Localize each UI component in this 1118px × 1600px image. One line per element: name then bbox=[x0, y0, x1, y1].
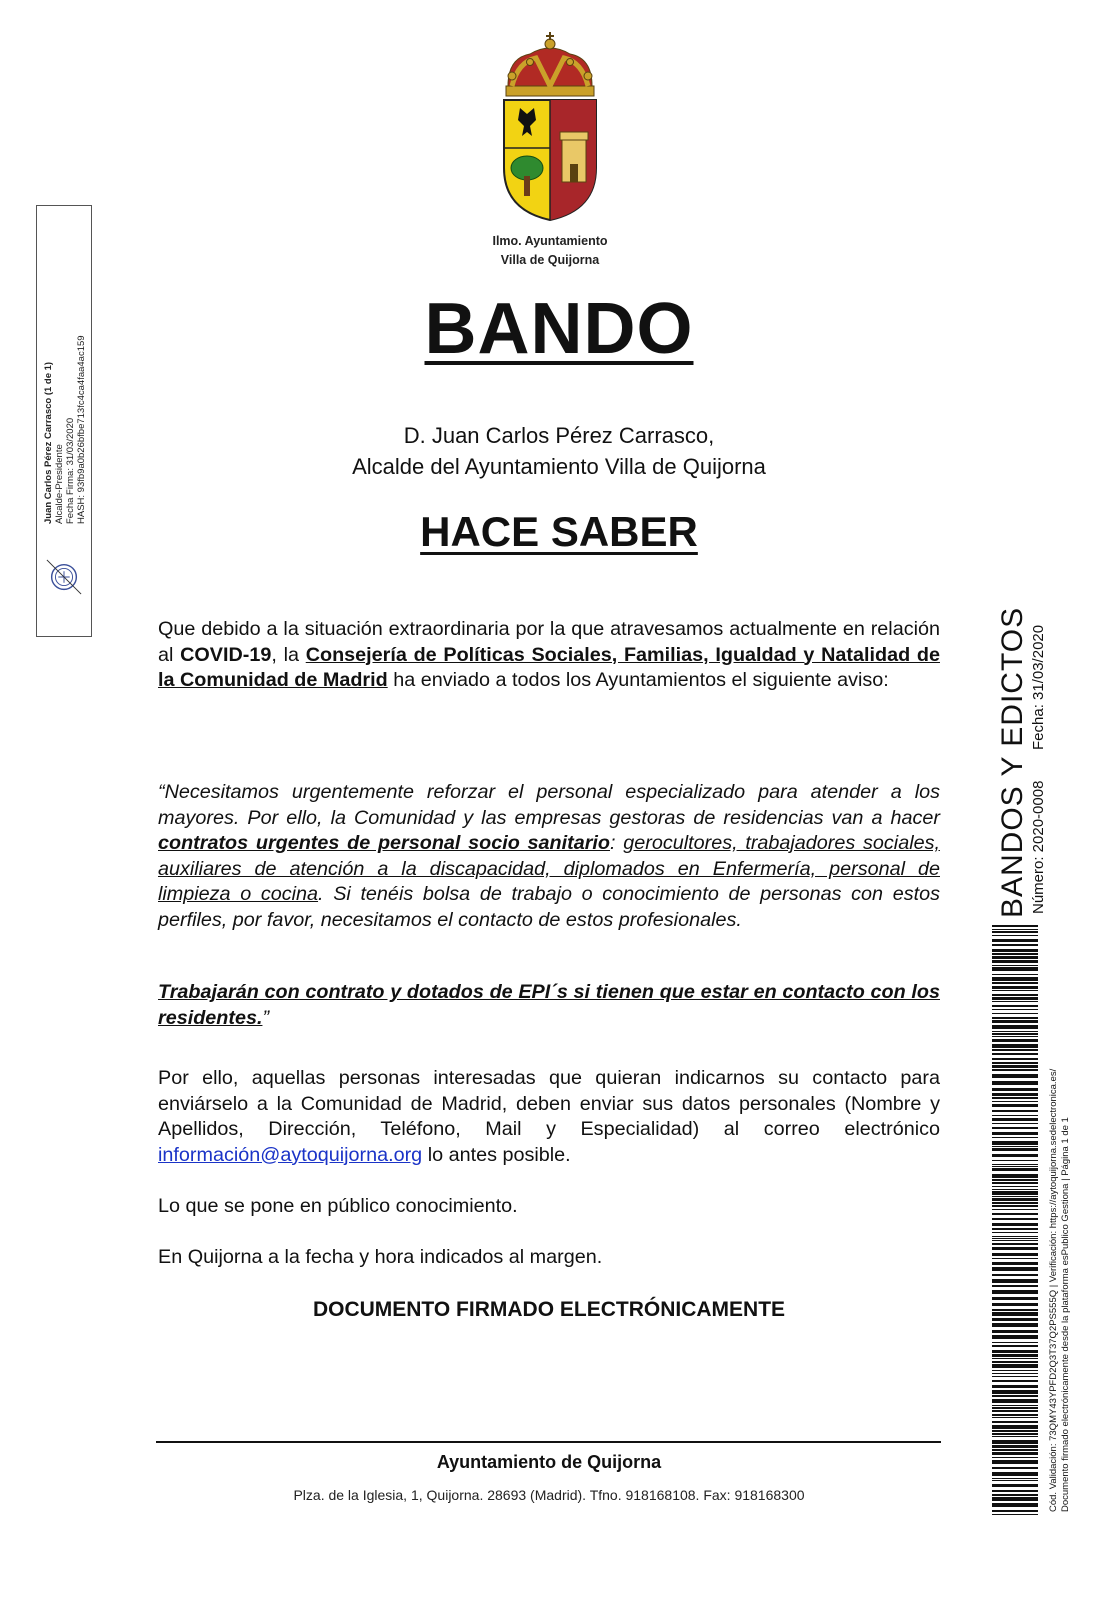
register-label: BANDOS Y EDICTOS bbox=[996, 606, 1029, 918]
quote-profiles: gerocultores, trabajadores sociales, auxiliares de atención a la discapacidad, diplomados en Enfermería, personal de limpieza o cocina bbox=[158, 832, 940, 905]
covid-term: COVID-19 bbox=[180, 643, 272, 666]
barcode-bar bbox=[992, 1376, 1038, 1377]
barcode-bar bbox=[992, 986, 1038, 989]
barcode-bar bbox=[992, 1005, 1038, 1007]
barcode-bar bbox=[992, 1399, 1038, 1403]
barcode-bar bbox=[992, 1228, 1038, 1230]
barcode-bar bbox=[992, 1436, 1038, 1437]
barcode-bar bbox=[992, 1123, 1038, 1124]
barcode-bar bbox=[992, 1262, 1038, 1265]
barcode-bar bbox=[992, 1013, 1038, 1014]
institution-line2: Villa de Quijorna bbox=[500, 253, 600, 267]
barcode-bar bbox=[992, 1209, 1038, 1210]
barcode-bar bbox=[992, 1146, 1038, 1147]
barcode-bar bbox=[992, 1031, 1038, 1032]
barcode-bar bbox=[992, 925, 1038, 927]
barcode-bar bbox=[992, 1069, 1038, 1071]
quote-paragraph bbox=[158, 780, 940, 933]
barcode-bar bbox=[992, 1137, 1038, 1138]
stamp-role: Alcalde-Presidente bbox=[54, 444, 65, 524]
footer-address: Plza. de la Iglesia, 1, Quijorna. 28693 (Madrid). Tfno. 918168108. Fax: 918168300 bbox=[293, 1487, 805, 1503]
document-title-text: BANDO bbox=[424, 289, 694, 369]
barcode-bar bbox=[992, 1247, 1038, 1250]
barcode-bar bbox=[992, 965, 1038, 966]
barcode-bar bbox=[992, 990, 1038, 991]
barcode-bar bbox=[992, 1510, 1038, 1512]
platform-note: Documento firmado electrónicamente desde la plataforma esPublico Gestiona | Página 1 de 1 bbox=[1060, 1117, 1071, 1512]
barcode-bar bbox=[992, 1297, 1038, 1300]
barcode-bar bbox=[992, 1205, 1038, 1207]
stamp-date: Fecha Firma: 31/03/2020 bbox=[65, 417, 76, 524]
quote-epi: Trabajarán con contrato y dotados de EPI´s si tienen que estar en contacto con los residentes. bbox=[158, 981, 940, 1029]
barcode-bar bbox=[992, 1017, 1038, 1019]
stamp-signer: Juan Carlos Pérez Carrasco (1 de 1) bbox=[43, 361, 54, 524]
barcode-bar bbox=[992, 1358, 1038, 1359]
validation-code: Cód. Validación: 73QMY43YPFD2Q3T37Q2PS555Q | Verificación: https://aytoquijorna.sedelectronica.es/ bbox=[1048, 1068, 1059, 1512]
barcode-bar bbox=[992, 1243, 1038, 1245]
barcode-bar bbox=[992, 1478, 1038, 1479]
official-role: Alcalde del Ayuntamiento Villa de Quijorna bbox=[352, 454, 766, 479]
barcode-bar bbox=[992, 1164, 1038, 1165]
barcode-bar bbox=[992, 1154, 1038, 1157]
quote-text-1: “Necesitamos urgentemente reforzar el personal especializado para atender a los mayores. Por ello, la Comunidad y las empresas gestoras de residencias van a hacer bbox=[158, 781, 940, 829]
barcode-bar bbox=[992, 1410, 1038, 1412]
barcode-bar bbox=[992, 1309, 1038, 1311]
barcode-bar bbox=[992, 1385, 1038, 1388]
request-end: lo antes posible. bbox=[422, 1143, 571, 1166]
signature-stamp bbox=[36, 205, 92, 637]
barcode-bar bbox=[992, 1058, 1038, 1060]
barcode-bar bbox=[992, 1074, 1038, 1078]
barcode-bar bbox=[992, 1318, 1038, 1321]
barcode-bar bbox=[992, 1312, 1038, 1316]
barcode-bar bbox=[992, 1350, 1038, 1353]
quote-close: ” bbox=[262, 1006, 270, 1029]
barcode-bar bbox=[992, 1490, 1038, 1492]
barcode-bar bbox=[992, 1097, 1038, 1099]
barcode-bar bbox=[992, 944, 1038, 946]
barcode-bar bbox=[992, 1196, 1038, 1197]
barcode-bar bbox=[992, 1127, 1038, 1129]
barcode-bar bbox=[992, 949, 1038, 952]
barcode-bar bbox=[992, 1354, 1038, 1357]
barcode-bar bbox=[992, 960, 1038, 963]
section-heading bbox=[0, 508, 1118, 556]
barcode-bar bbox=[992, 1001, 1038, 1002]
barcode-bar bbox=[992, 1081, 1038, 1085]
barcode-bar bbox=[992, 1101, 1038, 1102]
barcode-bar bbox=[992, 953, 1038, 955]
barcode-bar bbox=[992, 1033, 1038, 1035]
barcode-bar bbox=[992, 1025, 1038, 1029]
barcode-bar bbox=[992, 1189, 1038, 1190]
barcode-bar bbox=[992, 1467, 1038, 1469]
barcode-bar bbox=[992, 1118, 1038, 1121]
register-date: Fecha: 31/03/2020 bbox=[1030, 624, 1047, 750]
barcode-bar bbox=[992, 1223, 1038, 1226]
barcode-bar bbox=[992, 1198, 1038, 1201]
barcode-bar bbox=[992, 1330, 1038, 1333]
barcode-bar bbox=[992, 1236, 1038, 1237]
electronic-signature-notice: DOCUMENTO FIRMADO ELECTRÓNICAMENTE bbox=[312, 1298, 786, 1321]
barcode-bar bbox=[992, 1141, 1038, 1145]
barcode-bar bbox=[992, 939, 1038, 942]
barcode-bar bbox=[992, 1433, 1038, 1435]
barcode-bar bbox=[992, 1445, 1038, 1448]
barcode-bar bbox=[992, 1480, 1038, 1481]
barcode-bar bbox=[992, 1044, 1038, 1048]
barcode-bar bbox=[992, 1430, 1038, 1432]
barcode-bar bbox=[992, 1168, 1038, 1171]
barcode-bar bbox=[992, 1240, 1038, 1241]
barcode-bar bbox=[992, 1218, 1038, 1220]
barcode-bar bbox=[992, 1342, 1038, 1343]
barcode-bar bbox=[992, 1186, 1038, 1187]
barcode-bar bbox=[992, 1174, 1038, 1178]
barcode-bar bbox=[992, 1335, 1038, 1339]
barcode-bar bbox=[992, 1460, 1038, 1464]
barcode-bar bbox=[992, 1380, 1038, 1382]
document-title bbox=[0, 288, 1118, 370]
official-block bbox=[0, 420, 1118, 482]
barcode-bar bbox=[992, 1065, 1038, 1068]
barcode-bar bbox=[992, 931, 1038, 933]
barcode-bar bbox=[992, 974, 1038, 975]
section-heading-text: HACE SABER bbox=[420, 508, 698, 555]
barcode-bar bbox=[992, 1039, 1038, 1042]
barcode-bar bbox=[992, 1405, 1038, 1406]
public-notice: Lo que se pone en público conocimiento. bbox=[158, 1195, 518, 1217]
quote-text-2: : bbox=[610, 832, 624, 854]
barcode-bar bbox=[992, 1285, 1038, 1287]
barcode-bar bbox=[992, 1253, 1038, 1256]
barcode-bar bbox=[992, 1182, 1038, 1184]
barcode-bar bbox=[992, 997, 1038, 1000]
barcode-bar bbox=[992, 1213, 1038, 1215]
barcode-bar bbox=[992, 1148, 1038, 1151]
barcode-bar bbox=[992, 1160, 1038, 1161]
barcode-bar bbox=[992, 935, 1038, 936]
barcode-bar bbox=[992, 1049, 1038, 1051]
barcode-bar bbox=[992, 994, 1038, 996]
footer-divider bbox=[156, 1441, 941, 1443]
barcode-bar bbox=[992, 1407, 1038, 1409]
barcode-bar bbox=[992, 1115, 1038, 1116]
barcode-bar bbox=[992, 1484, 1038, 1487]
quote-contracts: contratos urgentes de personal socio sanitario bbox=[158, 832, 610, 854]
official-name: D. Juan Carlos Pérez Carrasco, bbox=[403, 423, 715, 448]
barcode-bar bbox=[992, 1440, 1038, 1444]
barcode-bar bbox=[992, 956, 1038, 959]
barcode-bar bbox=[992, 1202, 1038, 1204]
barcode-bar bbox=[992, 1421, 1038, 1423]
barcode-bar bbox=[992, 1191, 1038, 1195]
barcode-bar bbox=[992, 982, 1038, 984]
barcode-bar bbox=[992, 1232, 1038, 1233]
register-number: Número: 2020-0008 bbox=[1030, 780, 1047, 914]
intro-paragraph bbox=[158, 617, 940, 694]
barcode-bar bbox=[992, 1267, 1038, 1271]
barcode-bar bbox=[992, 1088, 1038, 1091]
barcode-bar bbox=[992, 1132, 1038, 1135]
barcode-bar bbox=[992, 1373, 1038, 1374]
request-paragraph bbox=[158, 1066, 940, 1168]
barcode-bar bbox=[992, 1053, 1038, 1055]
intro-text-3: ha enviado a todos los Ayuntamientos el siguiente aviso: bbox=[387, 669, 889, 691]
barcode-bar bbox=[992, 1497, 1038, 1501]
barcode-bar bbox=[992, 1345, 1038, 1347]
barcode-bar bbox=[992, 1020, 1038, 1023]
barcode-bar bbox=[992, 1303, 1038, 1306]
barcode-bar bbox=[992, 1417, 1038, 1418]
barcode-bar bbox=[992, 1390, 1038, 1394]
barcode-bar bbox=[992, 1494, 1038, 1496]
barcode-bar bbox=[992, 929, 1038, 930]
request-text: Por ello, aquellas personas interesadas que quieran indicarnos su contacto para enviárselo a la Comunidad de Madrid, deben enviar sus datos personales (Nombre y Apellidos, Dirección, Teléfono, Mail y Especialidad) al correo electrónico bbox=[158, 1067, 940, 1140]
entity-name: Consejería de Políticas Sociales, Familias, Igualdad y Natalidad de la Comunidad de Madrid bbox=[158, 643, 940, 691]
signature-seal-icon bbox=[45, 558, 83, 596]
barcode-bar bbox=[992, 967, 1038, 971]
institution-name bbox=[440, 232, 660, 270]
institution-line1: Ilmo. Ayuntamiento bbox=[492, 234, 608, 248]
barcode-bar bbox=[992, 1093, 1038, 1096]
barcode-bar bbox=[992, 1274, 1038, 1276]
barcode-bar bbox=[992, 1062, 1038, 1064]
barcode-bar bbox=[992, 1110, 1038, 1112]
footer-name: Ayuntamiento de Quijorna bbox=[436, 1452, 662, 1472]
barcode-bar bbox=[992, 1290, 1038, 1294]
place-date: En Quijorna a la fecha y hora indicados al margen. bbox=[158, 1246, 603, 1268]
intro-text-2: , la bbox=[271, 643, 306, 666]
barcode-bar bbox=[992, 1036, 1038, 1037]
barcode-bar bbox=[992, 1104, 1038, 1107]
barcode-bar bbox=[992, 1514, 1038, 1515]
barcode-bar bbox=[992, 1258, 1038, 1259]
contact-email-link[interactable]: información@aytoquijorna.org bbox=[158, 1143, 423, 1166]
barcode-bar bbox=[992, 1457, 1038, 1458]
barcode-bar bbox=[992, 977, 1038, 981]
barcode-bar bbox=[992, 1179, 1038, 1181]
barcode-bar bbox=[992, 1425, 1038, 1429]
barcode-bar bbox=[992, 1238, 1038, 1239]
stamp-hash: HASH: 93fb9a0b26bfbe713fc4ca4faa4ac159 bbox=[76, 335, 87, 524]
barcode bbox=[992, 925, 1038, 1515]
barcode-bar bbox=[992, 1414, 1038, 1416]
quote-text-3: . Si tenéis bolsa de trabajo o conocimiento de personas con estos perfiles, por favor, necesitamos el contacto de estos profesionales. bbox=[158, 883, 940, 931]
barcode-bar bbox=[992, 1395, 1038, 1397]
coat-of-arms-logo bbox=[500, 28, 600, 228]
barcode-bar bbox=[992, 1452, 1038, 1455]
barcode-bar bbox=[992, 1364, 1038, 1368]
intro-text-1: Que debido a la situación extraordinaria por la que atravesamos actualmente en relación al bbox=[158, 618, 940, 666]
quote-paragraph-2 bbox=[158, 980, 940, 1031]
barcode-bar bbox=[992, 1323, 1038, 1327]
barcode-bar bbox=[992, 1166, 1038, 1167]
barcode-bar bbox=[992, 1503, 1038, 1507]
barcode-bar bbox=[992, 1361, 1038, 1363]
barcode-bar bbox=[992, 1279, 1038, 1283]
barcode-bar bbox=[992, 1370, 1038, 1371]
barcode-bar bbox=[992, 1472, 1038, 1476]
barcode-bar bbox=[992, 1009, 1038, 1010]
barcode-bar bbox=[992, 1449, 1038, 1451]
